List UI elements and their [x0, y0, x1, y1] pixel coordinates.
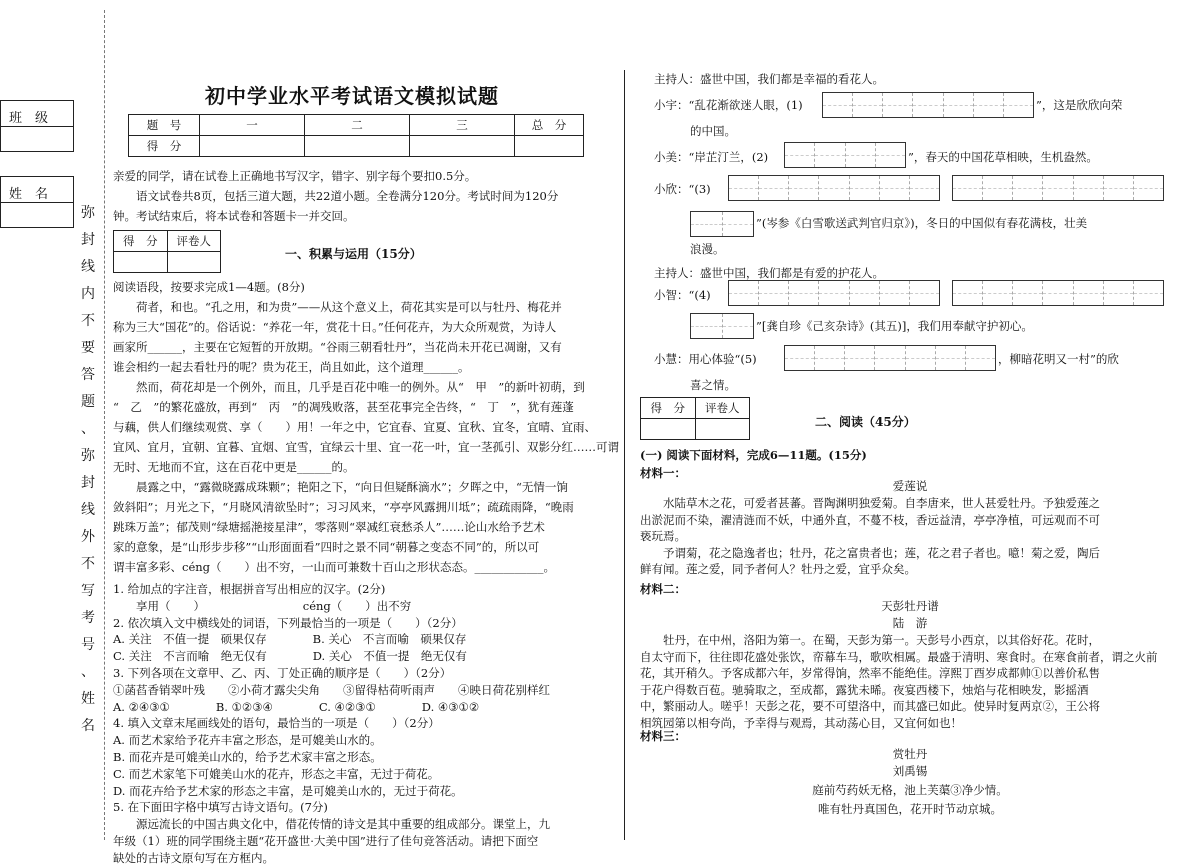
binding-char: 姓 [81, 691, 95, 707]
question-line: 2. 依次填入文中横线处的词语，下列最恰当的一项是（ ）（2分） [113, 615, 463, 630]
name-label: 姓 名 [9, 187, 49, 202]
binding-char: 、 [81, 421, 95, 437]
question-line: ①菡萏香销翠叶残 ②小荷才露尖尖角 ③留得枯荷听雨声 ④映日荷花别样红 [113, 682, 550, 697]
binding-char: 封 [81, 232, 95, 248]
grader-score-label: 得 分 [114, 231, 168, 252]
material-label: 材料二： [640, 582, 686, 596]
answer-grid-3a[interactable] [728, 175, 940, 201]
passage-line: 晨露之中，“露微晓露成珠颗”；艳阳之下，“向日但疑酥滴水”；夕晖之中，“无情一饷 [113, 480, 568, 494]
material-line: 亵玩焉。 [640, 529, 686, 543]
binding-char: 不 [81, 313, 95, 329]
intro-line: 钟。考试结束后，将本试卷和答题卡一并交回。 [113, 209, 355, 223]
answer-prompt: 浪漫。 [690, 242, 725, 256]
question-line: B. 而花卉是可媲美山水的，给予艺术家丰富之形态。 [113, 750, 382, 764]
question-line: A. 关注 不值一提 硕果仅存 B. 关心 不言而喻 硕果仅存 [113, 632, 467, 647]
name-box [0, 176, 74, 228]
question-line: C. 而艺术家笔下可媲美山水的花卉，形态之丰富，无过于荷花。 [113, 766, 440, 781]
question-line: 4. 填入文章末尾画线处的语句，最恰当的一项是（ ）（2分） [113, 716, 440, 731]
binding-char: 号 [81, 637, 95, 653]
score-input[interactable] [515, 136, 584, 157]
passage-line: 谓丰富多彩、céng（ ）出不穷，一山而可兼数十百山之形状态态。____________。 [113, 560, 556, 574]
column-divider [624, 70, 625, 840]
passage-line: 称为三大“国花”的。俗话说：“养花一年，赏花十日。”任何花卉，为大众所观赏，为诗人 [113, 320, 557, 334]
answer-prompt: 喜之情。 [690, 378, 736, 392]
answer-prompt: 的中国。 [690, 124, 736, 138]
answer-prompt: 小美：“岸芷汀兰，(2) [654, 150, 769, 164]
binding-char: 答 [81, 367, 95, 383]
material-label: 材料三： [640, 729, 686, 743]
host-line: 主持人：盛世中国，我们都是有爱的护花人。 [654, 266, 884, 280]
grader-box [113, 230, 221, 273]
score-cell-header: 二 [305, 115, 410, 136]
material-title: 赏牡丹 [892, 747, 928, 761]
material-line: 中，繁丽动人。嗟乎！天彭之花，要不可望洛中，而其盛已如此。使异时复两京②，王公将 [640, 699, 1100, 713]
passage-line: 跳珠万盖”；郁茂则“绿塘摇滟接星津”，零落则“翠减红衰愁杀人”……论山水给予艺术 [113, 520, 545, 534]
intro-line: 语文试卷共8页，包括三道大题，共22道小题。全卷满分120分。考试时间为120分 [113, 189, 559, 203]
material-line: 出淤泥而不染，濯清涟而不妖，中通外直，不蔓不枝，香远益清，亭亭净植，可远观而不可 [640, 512, 1100, 527]
answer-grid-4b[interactable] [952, 280, 1164, 306]
passage-line: 画家所______，主要在它短暂的开放期。“谷雨三朝看牡丹”，当花尚未开花已凋谢，又有 [113, 340, 562, 354]
answer-prompt: 小宇：“乱花渐欲迷人眼，(1) [654, 98, 803, 112]
section1-title: 一、积累与运用（15分） [285, 247, 422, 261]
answer-grid-3c[interactable] [690, 211, 754, 237]
answer-grid-4a[interactable] [728, 280, 940, 306]
score-row-label: 得 分 [129, 136, 200, 157]
score-table [128, 114, 584, 157]
material-title: 爱莲说 [892, 479, 928, 493]
score-input[interactable] [305, 136, 410, 157]
passage-line: 荷者，和也。“孔之用，和为贵”——从这个意义上，荷花其实是可以与牡丹、梅花并 [113, 300, 562, 314]
score-input[interactable] [200, 136, 305, 157]
answer-prompt: ”[龚自珍《己亥杂诗》(其五)]，我们用奉献守护初心。 [756, 319, 1033, 333]
answer-prompt: 小欣：“(3) [654, 182, 711, 196]
grader-reviewer-label: 评卷人 [695, 398, 750, 419]
question-line: 源远流长的中国古典文化中，借花传情的诗文是其中重要的组成部分。课堂上，九 [113, 817, 550, 832]
section2-title: 二、阅读（45分） [815, 415, 916, 429]
poem-line: 庭前芍药妖无格，池上芙蕖③净少情。 [812, 783, 1008, 797]
passage-line: 宜风、宜月，宜朝、宜暮、宜烟、宜雪，宜绿云十里、宜一花一叶，宜一茎孤引、双影分红……可谓 [113, 440, 619, 454]
grader-score-input[interactable] [641, 419, 696, 440]
question-line: A. ②④③① B. ①②③④ C. ④②③① D. ④③①② [113, 699, 480, 714]
question-line: A. 而艺术家给予花卉丰富之形态，是可媲美山水的。 [113, 733, 382, 748]
answer-prompt: 小智：“(4) [654, 288, 711, 302]
answer-prompt: ”(岑参《白雪歌送武判官归京》)，冬日的中国似有春花满枝，壮美 [756, 216, 1088, 230]
answer-prompt: ”，春天的中国花草相映，生机盎然。 [908, 150, 1098, 164]
score-cell-header: 总 分 [515, 115, 584, 136]
passage-line: 与藕，供人们继续观赏、享（ ）用！一年之中，它宜春、宜夏、宜秋、宜冬，宜晴、宜雨、 [113, 420, 596, 434]
material-label: 材料一： [640, 466, 686, 480]
question-line: 1. 给加点的字注音，根据拼音写出相应的汉字。(2分) [113, 582, 386, 596]
material-line: 予谓菊，花之隐逸者也；牡丹，花之富贵者也；莲，花之君子者也。噫！菊之爱，陶后 [640, 545, 1100, 560]
page-title: 初中学业水平考试语文模拟试题 [205, 84, 499, 108]
binding-char: 弥 [81, 205, 95, 221]
question-line: D. 而花卉给予艺术家的形态之丰富，是可媲美山水的，无过于荷花。 [113, 783, 463, 798]
score-cell-header: 三 [410, 115, 515, 136]
answer-prompt: ”，这是欣欣向荣 [1036, 98, 1123, 112]
answer-grid-5[interactable] [784, 345, 996, 371]
binding-char: 不 [81, 556, 95, 572]
material-line: 牡丹，在中州，洛阳为第一。在蜀，天彭为第一。天彭号小西京，以其俗好花。花时， [640, 633, 1100, 647]
binding-char: 线 [81, 502, 95, 518]
score-cell-header: 题 号 [129, 115, 200, 136]
question-line: 3. 下列各项在文章甲、乙、丙、丁处正确的顺序是（ ）（2分） [113, 666, 452, 680]
poem-line: 唯有牡丹真国色，花开时节动京城。 [818, 802, 1002, 816]
host-line: 主持人：盛世中国，我们都是幸福的看花人。 [654, 72, 884, 86]
score-cell-header: 一 [200, 115, 305, 136]
binding-char: 题 [81, 394, 95, 410]
material-line: 于花户得数百苞。驰骑取之，至成都，露犹未晞。夜宴西楼下，烛焰与花相映发，影摇酒 [640, 682, 1089, 697]
passage-line: “ 乙 ”的繁花盛放，再到“ 丙 ”的凋残败落，甚至花事完全告终，“ 丁 ”，犹有莲蓬 [113, 400, 574, 414]
passage-line: 然而，荷花却是一个例外，而且，几乎是百花中唯一的例外。从“ 甲 ”的新叶初萌，到 [113, 380, 585, 394]
class-box [0, 100, 74, 152]
material-author: 刘禹锡 [892, 764, 928, 778]
passage-line: 谁会相约一起去看牡丹的呢？贵为花王，尚且如此，这个道理______。 [113, 360, 470, 374]
answer-grid-4c[interactable] [690, 313, 754, 339]
question-line: C. 关注 不言而喻 绝无仅有 D. 关心 不值一提 绝无仅有 [113, 649, 467, 664]
material-line: 水陆草木之花，可爱者甚蕃。晋陶渊明独爱菊。自李唐来，世人甚爱牡丹。予独爱莲之 [640, 496, 1100, 510]
reading-intro: (一) 阅读下面材料，完成6—11题。(15分) [640, 448, 867, 462]
intro-line: 亲爱的同学，请在试卷上正确地书写汉字，错字、别字每个要扣0.5分。 [113, 169, 477, 183]
score-input[interactable] [410, 136, 515, 157]
material-title: 天彭牡丹谱 [881, 599, 939, 613]
material-line: 自太守而下，往往即花盛处张饮，帟幕车马，歌吹相属。最盛于清明、寒食时。在寒食前者，谓之火前 [640, 649, 1158, 664]
grader-score-input[interactable] [114, 252, 168, 273]
material-line: 花，其开稍久。予客成都六年，岁常得饷，然率不能绝佳。淳熙丁酉岁成都帅①以善价私售 [640, 666, 1100, 680]
class-label: 班 级 [9, 111, 49, 126]
passage-line: 敛斜阳”；月光之下，“月晓风清欲坠时”；习习风来，“亭亭风露拥川坻”；疏疏雨降，“晚雨 [113, 500, 574, 514]
binding-char: 封 [81, 475, 95, 491]
grader-box-2 [640, 397, 750, 440]
passage-line: 无时、无地而不宜，这在百花中更是______的。 [113, 460, 355, 474]
answer-grid-1[interactable] [822, 92, 1034, 118]
question-line: 缺处的古诗文原句写在方框内。 [113, 850, 274, 865]
binding-char: 名 [81, 718, 95, 734]
material-author: 陆 游 [892, 616, 928, 630]
material-line: 相筑园第以相夸尚，予幸得与观焉，其动荡心目，又宜何如也！ [640, 715, 962, 730]
binding-char: 弥 [81, 448, 95, 464]
binding-char: 线 [81, 259, 95, 275]
binding-char: 写 [81, 583, 95, 599]
grader-score-label: 得 分 [641, 398, 696, 419]
grader-reviewer-input[interactable] [695, 419, 750, 440]
binding-char: 外 [81, 529, 95, 545]
question-line: 年级（1）班的同学围绕主题“花开盛世·大美中国”进行了佳句竞答活动。请把下面空 [113, 834, 539, 848]
question-line: 5. 在下面田字格中填写古诗文语句。(7分) [113, 800, 328, 815]
binding-char: 考 [81, 610, 95, 626]
passage-line: 阅读语段，按要求完成1—4题。(8分) [113, 280, 305, 294]
question-line: 享用（ ） céng（ ）出不穷 [113, 598, 412, 613]
binding-char: 要 [81, 340, 95, 356]
answer-grid-3b[interactable] [952, 175, 1164, 201]
passage-line: 家的意象，是“山形步步移”“山形面面看”四时之景不同“朝暮之变态不同”的，所以可 [113, 540, 540, 554]
grader-reviewer-input[interactable] [167, 252, 221, 273]
binding-char: 内 [81, 286, 95, 302]
grader-reviewer-label: 评卷人 [167, 231, 221, 252]
binding-char: 、 [81, 664, 95, 680]
answer-grid-2[interactable] [784, 142, 906, 168]
material-line: 鲜有闻。莲之爱，同予者何人？牡丹之爱，宜乎众矣。 [640, 562, 916, 576]
binding-line [104, 10, 105, 840]
answer-prompt: 小慧：用心体验“(5) [654, 352, 757, 366]
binding-notice [78, 200, 98, 740]
answer-prompt: ，柳暗花明又一村”的欣 [998, 352, 1119, 366]
